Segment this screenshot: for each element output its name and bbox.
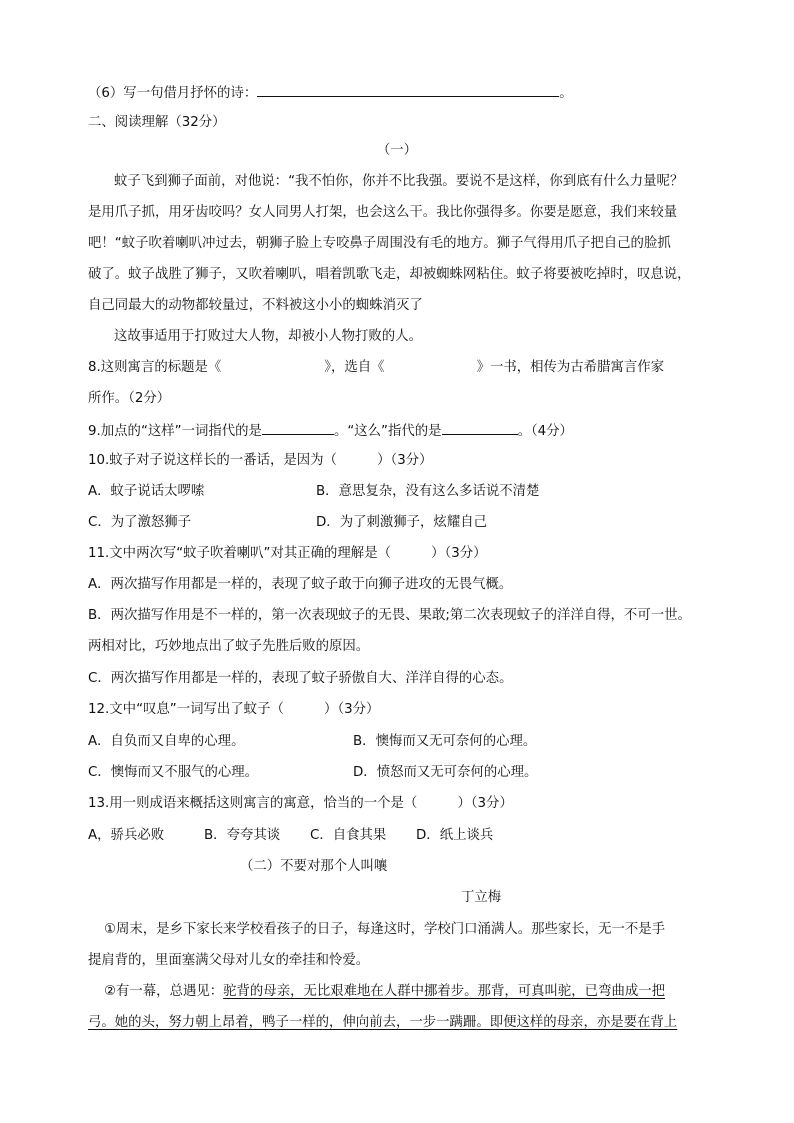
question-13-option-d[interactable]: D．纸上谈兵 (416, 828, 494, 843)
question-10-option-c[interactable]: C．为了激怒狮子 (88, 515, 192, 530)
passage-1-line: 蚊子飞到狮子面前，对他说：“我不怕你，你并不比我强。要说不是这样，你到底有什么力量呢？ (114, 174, 684, 189)
section-heading: 二、阅读理解（32分） (88, 115, 226, 130)
question-12-option-a[interactable]: A．自负而又自卑的心理。 (88, 734, 245, 749)
question-11-option-b[interactable]: B．两次描写作用是不一样的，第一次表现蚊子的无畏、果敢;第二次表现蚊子的洋洋自得，不可一世。 (88, 608, 691, 623)
question-8-part: 》，选自《 (324, 360, 385, 375)
question-8-cont: 所作。（2分） (88, 391, 171, 406)
passage-2-line: ①周末，是乡下家长来学校看孩子的日子，每逢这时，学校门口涌满人。那些家长，无一不是手 (104, 922, 666, 937)
question-6-text: （6）写一句借月抒怀的诗： (88, 86, 258, 101)
question-6 (88, 82, 573, 104)
underlined-text: 弓。她的头，努力朝上昂着，鸭子一样的，伸向前去，一步一蹒跚。即便这样的母亲，亦是要在背上 (88, 1015, 678, 1030)
passage-2-line: 提肩背的，里面塞满父母对儿女的牵挂和怜爱。 (88, 953, 370, 968)
passage-2-text: ②有一幕，总遇见： (104, 984, 224, 999)
question-9-part: 。（4分） (517, 424, 573, 439)
passage-2-line (88, 1013, 677, 1033)
answer-blank[interactable] (442, 420, 518, 435)
question-13-option-c[interactable]: C．自食其果 (310, 828, 387, 843)
question-12-stem: 12.文中“叹息”一词写出了蚊子（ ）（3分） (88, 702, 380, 717)
question-8 (88, 358, 664, 378)
question-11-option-a[interactable]: A．两次描写作用都是一样的，表现了蚊子敢于向狮子进攻的无畏气概。 (88, 577, 513, 592)
answer-blank[interactable] (262, 420, 334, 435)
question-12-option-b[interactable]: B．懊悔而又无可奈何的心理。 (353, 734, 537, 749)
question-11-option-c[interactable]: C．两次描写作用都是一样的，表现了蚊子骄傲自大、洋洋自得的心态。 (88, 671, 513, 686)
passage-1-moral: 这故事适用于打败过大人物，却被小人物打败的人。 (114, 329, 422, 344)
passage-1-label: （一） (376, 143, 418, 158)
question-6-end: 。 (559, 86, 573, 101)
question-11-stem: 11.文中两次写“蚊子吹着喇叭”对其正确的理解是（ ）（3分） (88, 546, 487, 561)
passage-2-title: （二）不要对那个人叫嚷 (240, 859, 388, 874)
question-13-option-b[interactable]: B．夸夸其谈 (204, 828, 281, 843)
answer-blank[interactable] (257, 82, 559, 97)
passage-2-line (104, 982, 665, 1002)
question-8-part: 》一书，相传为古希腊寓言作家 (476, 360, 665, 375)
question-12-option-c[interactable]: C．懊悔而又不服气的心理。 (88, 765, 259, 780)
question-13-stem: 13.用一则成语来概括这则寓言的寓意，恰当的一个是（ ）（3分） (88, 796, 513, 811)
question-8-part: 8.这则寓言的标题是《 (88, 360, 222, 375)
passage-1-line: 吧！“蚊子吹着喇叭冲过去，朝狮子脸上专咬鼻子周围没有毛的地方。狮子气得用爪子把自己的脸抓 (88, 236, 671, 251)
question-11-option-b-cont: 两相对比，巧妙地点出了蚊子先胜后败的原因。 (88, 639, 370, 654)
question-10-option-b[interactable]: B．意思复杂，没有这么多话说不清楚 (316, 484, 540, 499)
question-12-option-d[interactable]: D．愤怒而又无可奈何的心理。 (353, 765, 538, 780)
question-9-part: 。“这么”指代的是 (333, 424, 442, 439)
passage-2-author: 丁立梅 (461, 890, 502, 905)
passage-1-line: 破了。蚊子战胜了狮子，又吹着喇叭，唱着凯歌飞走，却被蜘蛛网粘住。蚊子将要被吃掉时，叹息说， (88, 267, 691, 282)
question-13-option-a[interactable]: A，骄兵必败 (88, 828, 165, 843)
question-9 (88, 420, 573, 442)
question-10-stem: 10.蚊子对子说这样长的一番话，是因为（ ）（3分） (88, 453, 433, 468)
question-9-part: 9.加点的“这样”一词指代的是 (88, 424, 262, 439)
question-10-option-d[interactable]: D．为了刺激狮子，炫耀自己 (316, 515, 487, 530)
question-10-option-a[interactable]: A．蚊子说话太啰嗦 (88, 484, 205, 499)
passage-1-line: 自己同最大的动物都较量过，不料被这小小的蜘蛛消灭了 (88, 298, 423, 313)
underlined-text: 驼背的母亲，无比艰难地在人群中挪着步。那背，可真叫驼，已弯曲成一把 (223, 984, 666, 999)
passage-1-line: 是用爪子抓，用牙齿咬吗？女人同男人打架，也会这么干。我比你强得多。你要是愿意，我们来较量 (88, 205, 678, 220)
